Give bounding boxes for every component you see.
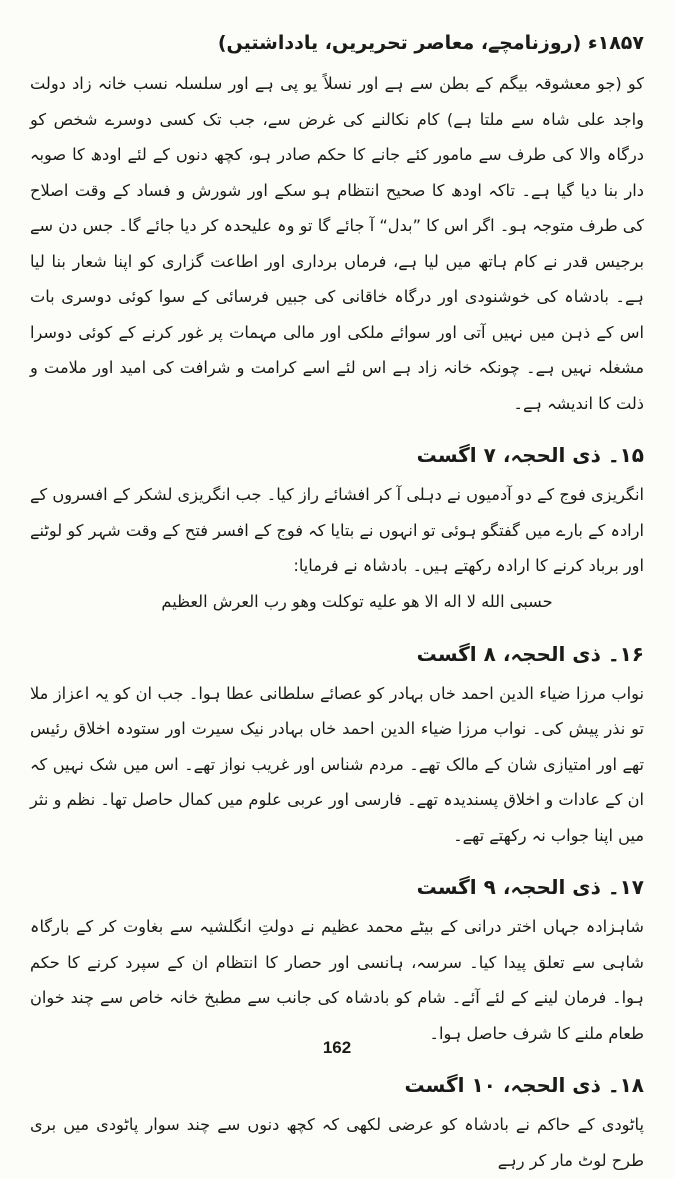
entry-paragraph: شاہزادہ جہاں اختر درانی کے بیٹے محمد عظیم نے دولتِ انگلشیہ سے بغاوت کر کے بارگاہ شاہی سے تعلق پیدا کیا۔ سرسہ، ہانسی اور حصار کا انتظام ان کے سپرد کرنے کا حکم ہوا۔ فرمان لینے کے لئے آئے۔ شام کو بادشاہ کی جانب سے مطبخ خانہ خاص سے چند خوان طعام ملنے کا شرف حاصل ہوا۔ bbox=[30, 917, 644, 1043]
entry-paragraph: نواب مرزا ضیاء الدین احمد خاں بہادر کو عصائے سلطانی عطا ہوا۔ جب ان کو یہ اعزاز ملا تو نذر پیش کی۔ نواب مرزا ضیاء الدین احمد خاں بہادر نیک سیرت اور ستودہ اخلاق رئیس تھے اور امتیازی شان کے مالک تھے۔ مردم شناس اور غریب نواز تھے۔ اس میں شک نہیں کہ ان کے عادات و اخلاق پسندیدہ تھے۔ فارسی اور عربی علوم میں کمال حاصل تھا۔ نظم و نثر میں اپنا جواب نہ رکھتے تھے۔ bbox=[30, 683, 644, 845]
running-title: ۱۸۵۷ء (روزنامچے، معاصر تحریریں، یادداشتیں) bbox=[217, 32, 644, 54]
entry-heading: ۱۷۔ ذی الحجہ، ۹ اگست bbox=[416, 875, 644, 899]
quranic-quote: حسبی الله لا اله الا هو علیه توکلت وهو رب العرش العظیم bbox=[161, 591, 553, 611]
page-number: 162 bbox=[322, 1038, 352, 1057]
entry-paragraph: پاٹودی کے حاکم نے بادشاہ کو عرضی لکھی کہ کچھ دنوں سے چند سوار پاٹودی میں بری طرح لوٹ مار کر رہے bbox=[30, 1115, 644, 1170]
entry-paragraph: انگریزی فوج کے دو آدمیوں نے دہلی آ کر افشائے راز کیا۔ جب انگریزی لشکر کے افسروں کے ارادہ کے بارے میں گفتگو ہوئی تو انہوں نے بتایا کہ فوج کے افسر فتح کے وقت شہر کو لوٹنے اور برباد کرنے کا ارادہ رکھتے ہیں۔ بادشاہ نے فرمایا: bbox=[30, 485, 644, 575]
entry-heading: ۱۶۔ ذی الحجہ، ۸ اگست bbox=[416, 641, 644, 666]
entry-heading: ۱۸۔ ذی الحجہ، ۱۰ اگست bbox=[404, 1073, 644, 1097]
entry-heading: ۱۵۔ ذی الحجہ، ۷ اگست bbox=[416, 443, 644, 467]
intro-paragraph: کو (جو معشوقہ بیگم کے بطن سے ہے اور نسلاً یو پی ہے اور سلسلہ نسب خانہ زاد دولت واجد علی شاہ سے ملتا ہے) کام نکالنے کی غرض سے، جب تک کسی دوسرے شخص کو درگاہ والا کی طرف سے مامور کئے جانے کا حکم صادر ہو، کچھ دنوں کے لئے اودھ کا صوبہ دار بنا دیا گیا ہے۔ تاکہ اودھ کا صحیح انتظام ہو سکے اور شورش و فساد کے وقت اصلاح کی طرف متوجہ ہو۔ اگر اس کا ”بدل“ آ جائے گا تو وہ علیحدہ کر دیا جائے گا۔ جس دن سے برجیس قدر نے کام ہاتھ میں لیا ہے، فرماں برداری اور اطاعت گزاری کو اپنا شعار بنا لیا ہے۔ بادشاہ کی خوشنودی اور درگاہ خاقانی کی جبیں فرسائی کے سوا کوئی دوسری بات اس کے ذہن میں نہیں آتی اور سوائے ملکی اور مالی مہمات پر غور کرنے کے کوئی دوسرا مشغلہ نہیں ہے۔ چونکہ خانہ زاد ہے اس لئے اسے کرامت و شرافت کی امید اور ملامت و ذلت کا اندیشہ ہے۔ bbox=[30, 74, 644, 413]
